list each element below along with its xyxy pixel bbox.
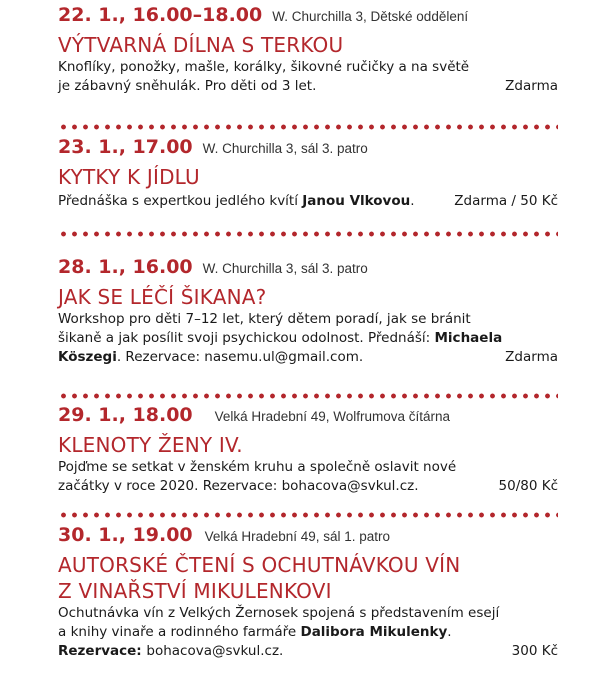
event-description [58,604,558,661]
event-location: Velká Hradební 49, Wolfrumova čítárna [214,409,451,424]
event-date: 22. 1., 16.00–18.00 [58,4,263,26]
event-title: VÝTVARNÁ DÍLNA S TERKOU [58,33,344,57]
event-header [58,256,558,284]
desc-text: . [447,624,452,640]
event-description [58,58,558,96]
desc-line: šikaně a jak posílit svoji psychickou odolnost. Přednáší: [58,330,435,346]
dotted-divider [58,512,558,518]
speaker-name: Michaela [434,330,503,346]
event-date: 23. 1., 17.00 [58,136,193,158]
reservation-email[interactable]: bohacova@svkul.cz. [146,643,284,659]
event-date: 29. 1., 18.00 [58,404,193,426]
desc-line: Knoflíky, ponožky, mašle, korálky, šikovné ručičky a na světě [58,59,470,75]
event-location: W. Churchilla 3, sál 3. patro [202,261,368,276]
dotted-divider [58,124,558,130]
event-4 [58,404,558,496]
event-1 [58,4,558,96]
desc-line: začátky v roce 2020. Rezervace: [58,478,282,494]
dotted-divider [58,393,558,399]
event-header [58,404,558,432]
reservation-email[interactable]: nasemu.ul@gmail.com. [204,349,364,365]
event-title: JAK SE LÉČÍ ŠIKANA? [58,285,267,309]
desc-line: Workshop pro děti 7–12 let, který dětem poradí, jak se bránit [58,311,471,327]
desc-line: a knihy vinaře a rodinného farmáře [58,624,301,640]
event-3 [58,256,558,367]
event-header [58,4,558,32]
event-description [58,458,558,496]
event-price: 300 Kč [511,643,558,659]
speaker-name: Köszegi [58,349,117,365]
reservation-label: . Rezervace: [116,349,205,365]
event-title [58,552,558,604]
event-price: Zdarma [505,349,558,365]
event-location: W. Churchilla 3, sál 3. patro [202,141,368,156]
event-description [58,192,558,211]
event-date: 30. 1., 19.00 [58,524,193,546]
event-price: Zdarma / 50 Kč [454,193,558,209]
event-price: Zdarma [505,78,558,94]
desc-text: Přednáška s expertkou jedlého kvítí [58,193,303,209]
event-title: KLENOTY ŽENY IV. [58,433,243,457]
desc-line: Pojďme se setkat v ženském kruhu a společně oslavit nové [58,459,457,475]
desc-text: . [410,193,415,209]
event-location: Velká Hradební 49, sál 1. patro [204,529,391,544]
dotted-divider [58,231,558,237]
event-header [58,524,558,552]
event-price: 50/80 Kč [498,478,558,494]
event-2 [58,136,558,211]
event-description [58,310,558,367]
speaker-name: Dalibora Mikulenky [300,624,448,640]
desc-line: Ochutnávka vín z Velkých Žernosek spojená s představením esejí [58,605,500,621]
event-5 [58,524,558,661]
desc-line: je zábavný sněhulák. Pro děti od 3 let. [58,78,317,94]
speaker-name: Janou Vlkovou [302,193,411,209]
reservation-label: Rezervace: [58,643,147,659]
title-line: AUTORSKÉ ČTENÍ S OCHUTNÁVKOU VÍN [58,553,461,577]
reservation-email[interactable]: bohacova@svkul.cz. [281,478,419,494]
event-header [58,136,558,164]
event-location: W. Churchilla 3, Dětské oddělení [272,9,469,24]
event-title: KYTKY K JÍDLU [58,165,200,189]
title-line: Z VINAŘSTVÍ MIKULENKOVI [58,579,332,603]
event-date: 28. 1., 16.00 [58,256,193,278]
